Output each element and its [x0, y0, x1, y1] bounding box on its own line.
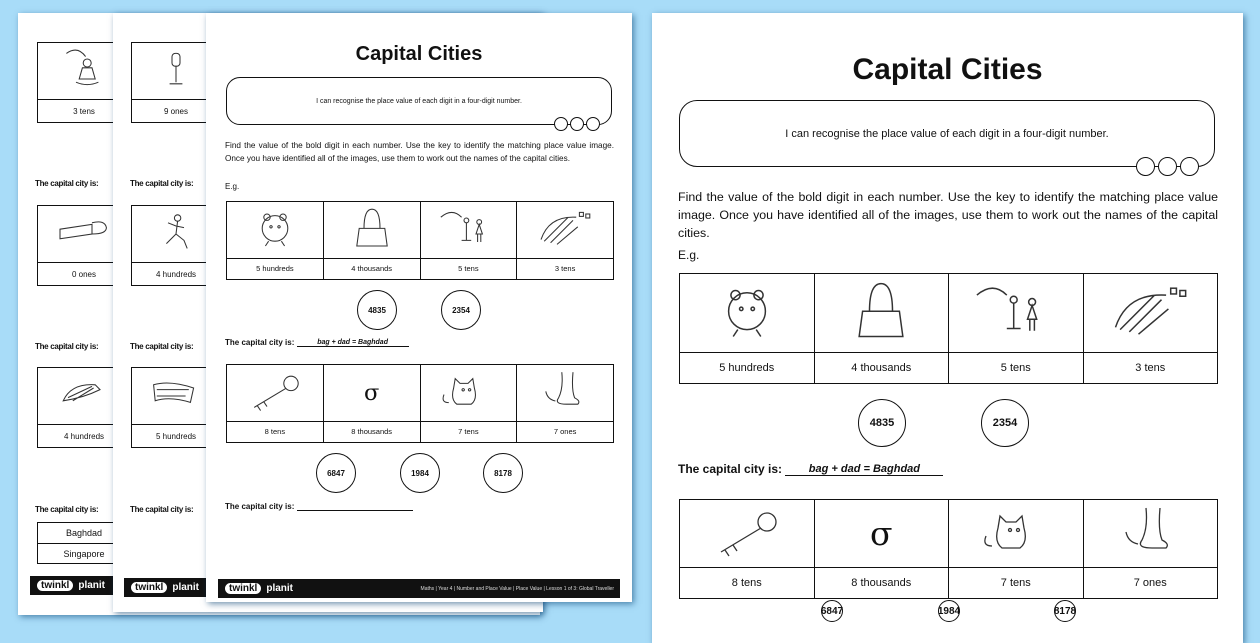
capital-label: The capital city is: — [130, 342, 194, 351]
cell-label: 8 tens — [731, 577, 762, 590]
capital-line — [225, 338, 409, 347]
capital-label: The capital city is: — [678, 462, 783, 476]
cell-label: 7 ones — [553, 427, 577, 437]
cell-label: 4 hundreds — [155, 269, 197, 279]
cell-label: 5 tens — [1000, 362, 1031, 375]
picture-cell — [516, 202, 613, 279]
capital-label: The capital city is: — [35, 342, 99, 351]
people-arrow-icon — [421, 202, 517, 259]
cell-label: 0 ones — [71, 269, 97, 279]
example-label: E.g. — [225, 182, 240, 191]
number-circle: 1984 — [400, 453, 440, 493]
handbag-icon — [815, 274, 949, 353]
cell-label: 5 hundreds — [256, 264, 294, 274]
worksheet-page-large — [652, 13, 1243, 643]
picture-cell — [948, 274, 1083, 383]
cell-label: 5 hundreds — [155, 431, 197, 441]
picture-cell — [323, 365, 420, 442]
planit-brand: planit — [266, 583, 294, 594]
example-answer: bag + dad = Baghdad — [785, 463, 943, 476]
cell-label: 7 ones — [1133, 577, 1167, 590]
key-icon — [680, 500, 814, 568]
footer-bar — [218, 579, 620, 598]
picture-cell — [1083, 500, 1218, 598]
cell-label: 8 thousands — [851, 577, 912, 590]
footer-breadcrumb: Maths | Year 4 | Number and Place Value | Place Value | Lesson 1 of 3: Global Traveller — [420, 585, 614, 592]
planit-brand: planit — [172, 582, 200, 593]
cat-icon — [949, 500, 1083, 568]
number-circle: 6847 — [316, 453, 356, 493]
cat-icon — [421, 365, 517, 422]
cell-label: 4 thousands — [351, 264, 393, 274]
capital-label: The capital city is: — [130, 505, 194, 514]
twinkl-logo: twinkl — [130, 581, 168, 594]
cell-label: 8 tens — [264, 427, 286, 437]
question-table — [226, 364, 614, 443]
hamster-icon — [680, 274, 814, 353]
cell-label: 7 tens — [458, 427, 479, 437]
decorative-circles — [1136, 157, 1199, 176]
picture-cell — [420, 365, 517, 442]
number-circle: 8178 — [483, 453, 523, 493]
hamster-icon — [227, 202, 323, 259]
picture-cell — [420, 202, 517, 279]
picture-cell — [1083, 274, 1218, 383]
sigma-icon: σ — [324, 365, 420, 422]
number-circle: 4835 — [357, 290, 397, 330]
decorative-circles — [554, 117, 600, 131]
cell-label: 7 tens — [1000, 577, 1031, 590]
number-circle: 4835 — [858, 399, 906, 447]
handbag-icon — [324, 202, 420, 259]
learning-objective: I can recognise the place value of each digit in a four-digit number. — [785, 127, 1109, 140]
number-circle: 8178 — [1054, 600, 1076, 622]
accordion-icon — [1084, 274, 1218, 353]
capital-label: The capital city is: — [225, 338, 295, 347]
learning-objective: I can recognise the place value of each digit in a four-digit number. — [316, 97, 522, 105]
cell-label: 9 ones — [163, 106, 189, 116]
instructions: Find the value of the bold digit in each number. Use the key to identify the matching place value image. Once you have identified all of the images, use them to work out the names of the capital cities. — [678, 190, 1218, 240]
page-title: Capital Cities — [355, 43, 483, 65]
people-arrow-icon — [949, 274, 1083, 353]
picture-cell — [680, 500, 814, 598]
learning-objective-box — [679, 100, 1215, 167]
cell-label: 8 thousands — [351, 427, 393, 437]
page-title: Capital Cities — [852, 53, 1043, 86]
number-circle: 2354 — [981, 399, 1029, 447]
worksheet-page-small — [206, 13, 632, 602]
cell-label: 3 tens — [554, 264, 576, 274]
number-circle: 2354 — [441, 290, 481, 330]
number-circle: 1984 — [938, 600, 960, 622]
key-icon — [227, 365, 323, 422]
picture-cell — [814, 274, 949, 383]
picture-cell — [227, 202, 323, 279]
capital-label: The capital city is: — [35, 505, 99, 514]
cell-label: 3 tens — [73, 106, 95, 116]
number-circle: 6847 — [821, 600, 843, 622]
example-answer: bag + dad = Baghdad — [297, 339, 409, 347]
picture-cell — [227, 365, 323, 442]
capital-label: The capital city is: — [35, 179, 99, 188]
example-table — [226, 201, 614, 280]
capital-line — [678, 462, 943, 476]
foot-icon — [1084, 500, 1218, 568]
cell-label: 5 hundreds — [719, 362, 775, 375]
sigma-icon: σ — [815, 500, 949, 568]
example-label: E.g. — [678, 248, 700, 262]
accordion-icon — [517, 202, 613, 259]
instructions: Find the value of the bold digit in each number. Use the key to identify the matching place value image. Once you have identified all of the images, use them to work out the names of the capital cities. — [225, 141, 614, 163]
question-table — [679, 499, 1218, 599]
picture-cell — [680, 274, 814, 383]
foot-icon — [517, 365, 613, 422]
picture-cell — [948, 500, 1083, 598]
cell-label: 4 thousands — [851, 362, 912, 375]
planit-brand: planit — [78, 580, 106, 591]
answer-item: Baghdad — [65, 528, 103, 538]
example-table — [679, 273, 1218, 384]
cell-label: 3 tens — [1135, 362, 1166, 375]
twinkl-logo: twinkl — [224, 582, 262, 595]
answer-blank[interactable] — [297, 501, 413, 511]
picture-cell — [323, 202, 420, 279]
picture-cell — [814, 500, 949, 598]
cell-label: 4 hundreds — [63, 431, 105, 441]
cell-label: 5 tens — [458, 264, 479, 274]
picture-cell — [516, 365, 613, 442]
answer-item: Singapore — [38, 543, 130, 563]
capital-label: The capital city is: — [225, 502, 295, 511]
twinkl-logo: twinkl — [36, 579, 74, 592]
capital-line — [225, 501, 413, 511]
capital-label: The capital city is: — [130, 179, 194, 188]
